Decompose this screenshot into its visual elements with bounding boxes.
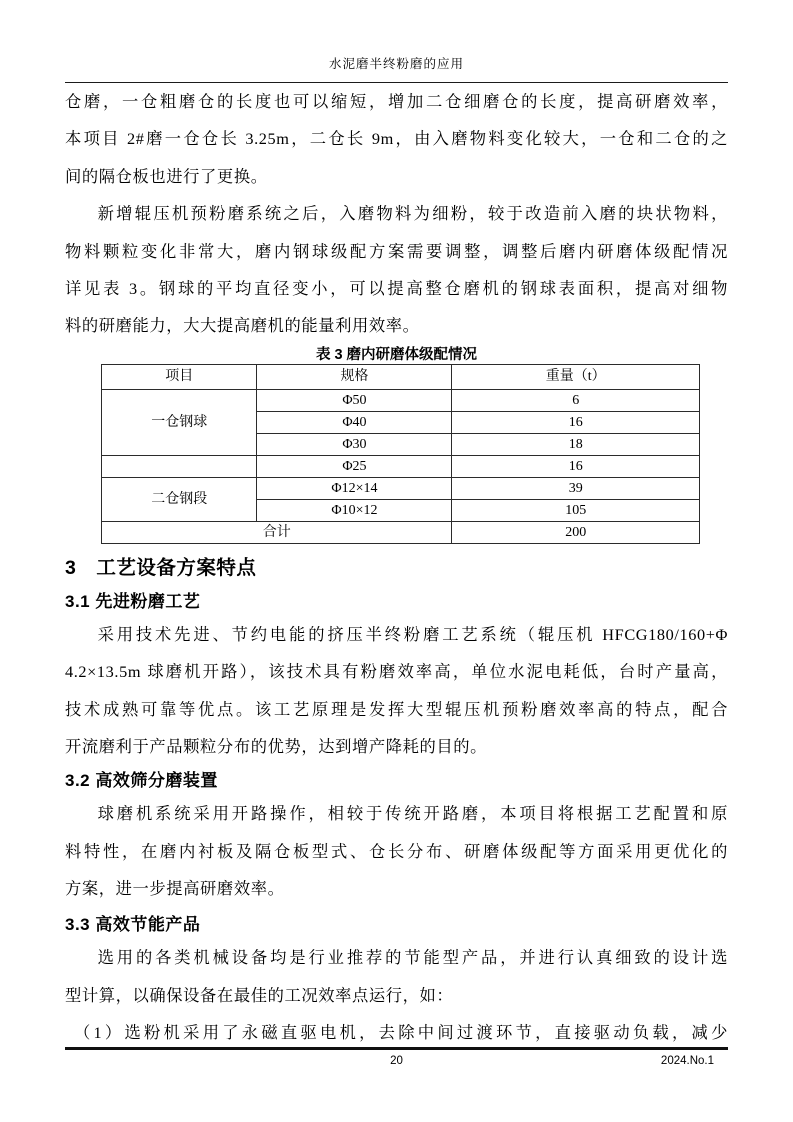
grinding-media-table: [101, 364, 700, 544]
paragraph-line: 本项目 2#磨一仓仓长 3.25m，二仓长 9m，由入磨物料变化较大，一仓和二仓的之: [65, 129, 728, 149]
table-cell-spec: Φ30: [257, 433, 452, 455]
subsection-heading-3-3: 3.3 高效节能产品: [65, 915, 201, 935]
paragraph-line: 技术成熟可靠等优点。该工艺原理是发挥大型辊压机预粉磨效率高的特点，配合: [65, 699, 728, 719]
table-caption: 表 3 磨内研磨体级配情况: [315, 346, 478, 363]
section-heading-3: 3 工艺设备方案特点: [65, 556, 257, 579]
table-cell-total-value: 200: [452, 521, 700, 543]
table-row: [102, 477, 700, 499]
paragraph-line: 间的隔仓板也进行了更换。: [65, 166, 268, 186]
running-title: 水泥磨半终粉磨的应用: [328, 57, 464, 71]
paragraph-line: 球磨机系统采用开路操作，相较于传统开路磨，本项目将根据工艺配置和原: [97, 804, 728, 824]
paragraph-line: 物料颗粒变化非常大，磨内钢球级配方案需要调整，调整后磨内研磨体级配情况: [65, 241, 728, 261]
table-cell-weight: 105: [452, 499, 700, 521]
table-header-row: [102, 364, 700, 389]
paragraph-line: 料的研磨能力，大大提高磨机的能量利用效率。: [65, 316, 420, 336]
paragraph-line: 详见表 3。钢球的平均直径变小，可以提高整仓磨机的钢球表面积，提高对细物: [65, 278, 728, 298]
paragraph-line: 方案，进一步提高研磨效率。: [65, 879, 285, 899]
page-content: [65, 0, 728, 1052]
table-header-item: 项目: [102, 364, 257, 389]
table-cell-spec: Φ12×14: [257, 477, 452, 499]
table-cell-weight: 18: [452, 433, 700, 455]
table-cell-weight: 16: [452, 455, 700, 477]
table-cell-spec: Φ10×12: [257, 499, 452, 521]
paragraph-line: （1）选粉机采用了永磁直驱电机，去除中间过渡环节，直接驱动负载，减少: [73, 1023, 728, 1043]
subsection-heading-3-2: 3.2 高效筛分磨装置: [65, 771, 218, 791]
paragraph-line: 4.2×13.5m 球磨机开路），该技术具有粉磨效率高，单位水泥电耗低，台时产量高，: [65, 662, 728, 682]
subsection-heading-3-1: 3.1 先进粉磨工艺: [65, 591, 201, 611]
page-header: [65, 0, 728, 83]
page-footer: [65, 1047, 728, 1074]
paragraph-line: 型计算，以确保设备在最佳的工况效率点运行，如：: [65, 985, 454, 1005]
paragraph-line: 料特性，在磨内衬板及隔仓板型式、仓长分布、研磨体级配等方面采用更优化的: [65, 841, 728, 861]
page-number: 20: [390, 1055, 403, 1067]
table-cell-spec: Φ50: [257, 389, 452, 411]
table-cell-group2: 二仓钢段: [102, 477, 257, 521]
paragraph-line: 采用技术先进、节约电能的挤压半终粉磨工艺系统（辊压机 HFCG180/160+Φ: [97, 624, 728, 644]
table-header-weight: 重量（t）: [452, 364, 700, 389]
paragraph-line: 仓磨，一仓粗磨仓的长度也可以缩短，增加二仓细磨仓的长度，提高研磨效率，: [65, 92, 728, 111]
paragraph-line: 新增辊压机预粉磨系统之后，入磨物料为细粉，较于改造前入磨的块状物料，: [97, 204, 728, 224]
table-cell-weight: 39: [452, 477, 700, 499]
table-cell-group1: 一仓钢球: [102, 389, 257, 455]
table-cell-empty: [102, 455, 257, 477]
table-row: [102, 455, 700, 477]
issue-label: 2024.No.1: [660, 1055, 714, 1067]
table-cell-spec: Φ40: [257, 411, 452, 433]
table-cell-weight: 16: [452, 411, 700, 433]
paragraph-line: 开流磨利于产品颗粒分布的优势，达到增产降耗的目的。: [65, 736, 488, 756]
table-header-spec: 规格: [257, 364, 452, 389]
table-cell-weight: 6: [452, 389, 700, 411]
table-row: [102, 389, 700, 411]
table-cell-total-label: 合计: [102, 521, 452, 543]
table-total-row: [102, 521, 700, 543]
paragraph-line: 选用的各类机械设备均是行业推荐的节能型产品，并进行认真细致的设计选: [97, 948, 728, 968]
table-cell-spec: Φ25: [257, 455, 452, 477]
